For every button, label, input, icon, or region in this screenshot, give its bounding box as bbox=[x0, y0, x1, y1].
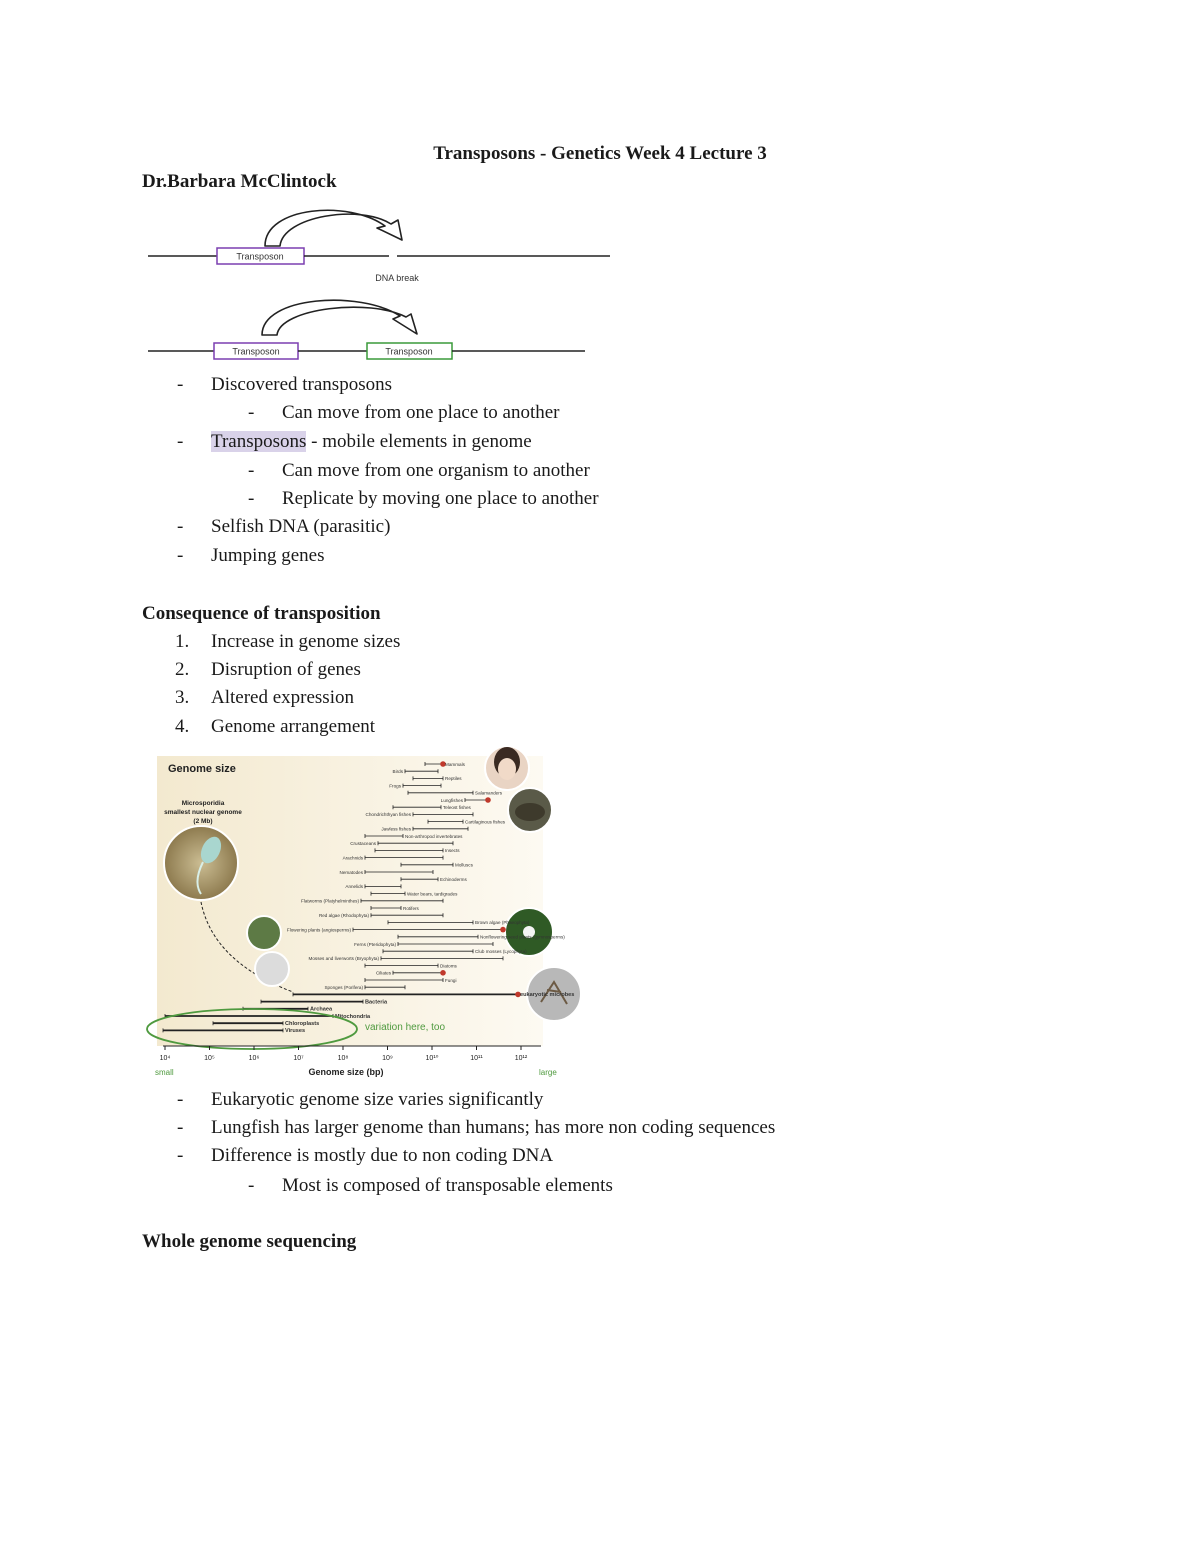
list-item: Increase in genome sizes bbox=[211, 631, 401, 652]
author-heading: Dr.Barbara McClintock bbox=[142, 171, 337, 192]
bullet-dash: - bbox=[177, 1117, 184, 1138]
row-label: Salamanders bbox=[475, 790, 503, 796]
row-label: Nematodes bbox=[339, 869, 363, 875]
dna-break-label: DNA break bbox=[375, 273, 419, 283]
transposon-diagram bbox=[145, 198, 615, 363]
row-label: Diatoms bbox=[440, 963, 457, 969]
bullet-dash: - bbox=[177, 1145, 184, 1166]
list-item: Disruption of genes bbox=[211, 659, 361, 680]
transposon-box-3-label: Transposon bbox=[385, 346, 433, 357]
bullet-dash: - bbox=[248, 488, 255, 509]
list-item: Altered expression bbox=[211, 687, 354, 708]
bullet-lungfish: Lungfish has larger genome than humans; has more non coding sequences bbox=[211, 1117, 776, 1138]
microsporidia-size: (2 Mb) bbox=[193, 818, 213, 825]
bullet-jumping-genes: Jumping genes bbox=[211, 545, 325, 566]
bullet-can-move-organism: Can move from one organism to another bbox=[282, 460, 590, 481]
list-number: 3. bbox=[175, 687, 190, 708]
x-axis-label: Genome size (bp) bbox=[308, 1067, 384, 1077]
bullet-non-coding: Difference is mostly due to non coding DNA bbox=[211, 1145, 554, 1166]
transposon-box-1-label: Transposon bbox=[236, 251, 284, 262]
list-number: 4. bbox=[175, 716, 190, 737]
x-tick-label: 10⁶ bbox=[248, 1055, 260, 1062]
row-label: Ferns (Pteridophyta) bbox=[354, 941, 396, 947]
row-label: Cartilaginous fishes bbox=[465, 819, 506, 825]
row-label: Arachnids bbox=[342, 855, 363, 861]
jump-arrow-1 bbox=[265, 210, 402, 246]
x-tick-label: 10⁹ bbox=[382, 1055, 393, 1062]
ciliate-photo bbox=[255, 952, 289, 986]
bullet-replicate: Replicate by moving one place to another bbox=[282, 488, 599, 509]
row-label: Lungfishes bbox=[440, 797, 463, 803]
bullet-dash: - bbox=[177, 374, 184, 395]
transposon-box-2-label: Transposon bbox=[232, 346, 280, 357]
small-label: small bbox=[155, 1068, 174, 1077]
microsporidia-label: Microsporidia bbox=[181, 800, 225, 807]
row-label: Ciliates bbox=[375, 970, 391, 976]
whole-genome-heading: Whole genome sequencing bbox=[142, 1231, 357, 1252]
figure-title: Genome size bbox=[168, 763, 236, 775]
definition-text: - mobile elements in genome bbox=[306, 431, 532, 452]
plant-photo-small bbox=[247, 916, 281, 950]
consequence-heading: Consequence of transposition bbox=[142, 603, 381, 624]
row-label: Nonflowering seed plants (gymnosperms) bbox=[480, 934, 565, 940]
list-number: 1. bbox=[175, 631, 190, 652]
row-label: Reptiles bbox=[445, 776, 462, 782]
row-label: Fungi bbox=[445, 977, 457, 983]
jump-arrow-2 bbox=[262, 300, 417, 335]
row-label: Viruses bbox=[285, 1028, 306, 1035]
x-tick-label: 10⁴ bbox=[159, 1055, 171, 1062]
row-label: Club mosses (Lycophyta) bbox=[475, 949, 527, 954]
bullet-can-move-place: Can move from one place to another bbox=[282, 402, 560, 423]
x-tick-label: 10¹¹ bbox=[470, 1055, 483, 1062]
variation-label: variation here, too bbox=[365, 1022, 446, 1033]
row-label: Bacteria bbox=[365, 999, 388, 1006]
bullet-dash: - bbox=[248, 402, 255, 423]
row-label: Non-arthropod invertebrates bbox=[405, 833, 463, 839]
page-title: Transposons - Genetics Week 4 Lecture 3 bbox=[433, 143, 767, 164]
row-label: Flatworms (Platyhelminthes) bbox=[301, 898, 359, 904]
bullet-dash: - bbox=[177, 1089, 184, 1110]
row-label: Frogs bbox=[389, 783, 401, 789]
bullet-selfish-dna: Selfish DNA (parasitic) bbox=[211, 516, 391, 537]
row-label: Mammals bbox=[445, 761, 465, 767]
bullet-discovered: Discovered transposons bbox=[211, 374, 392, 395]
row-label: Sponges (Porifera) bbox=[324, 985, 363, 990]
genome-size-figure bbox=[143, 742, 585, 1082]
x-tick-label: 10⁸ bbox=[337, 1055, 349, 1062]
row-label: Chloroplasts bbox=[285, 1021, 320, 1027]
highlight-dot bbox=[485, 797, 491, 803]
row-label: Chondrichthyan fishes bbox=[365, 812, 411, 818]
bullet-transposons-definition bbox=[211, 431, 532, 453]
microsporidia-photo bbox=[164, 826, 238, 900]
bullet-dash: - bbox=[248, 1175, 255, 1196]
row-label: Annelids bbox=[345, 884, 363, 890]
row-label: Birds bbox=[392, 769, 403, 774]
row-label: Teleost fishes bbox=[443, 805, 471, 810]
x-tick-label: 10¹² bbox=[514, 1055, 528, 1062]
row-label: Water bears, tardigrades bbox=[407, 891, 458, 897]
x-tick-label: 10⁵ bbox=[204, 1055, 215, 1062]
bullet-genome-varies: Eukaryotic genome size varies significantly bbox=[211, 1089, 544, 1110]
row-label: Mosses and liverworts (Bryophyta) bbox=[308, 956, 379, 962]
row-label: Insects bbox=[445, 848, 460, 854]
row-label: Molluscs bbox=[455, 862, 473, 868]
bullet-dash: - bbox=[177, 431, 184, 452]
highlight-dot bbox=[440, 970, 446, 976]
row-label: Red algae (Rhodophyta) bbox=[318, 913, 369, 918]
bullet-dash: - bbox=[177, 516, 184, 537]
x-tick-label: 10⁷ bbox=[293, 1055, 304, 1062]
bullet-dash: - bbox=[177, 545, 184, 566]
row-label: Crustaceans bbox=[350, 841, 376, 846]
x-tick-label: 10¹⁰ bbox=[425, 1055, 439, 1062]
row-label: Flowering plants (angiosperms) bbox=[286, 927, 351, 933]
row-label: Rotifers bbox=[403, 905, 419, 911]
row-label: Echinoderms bbox=[440, 877, 467, 882]
list-number: 2. bbox=[175, 659, 190, 680]
row-label: Archaea bbox=[310, 1006, 333, 1013]
bullet-dash: - bbox=[248, 460, 255, 481]
list-item: Genome arrangement bbox=[211, 716, 376, 737]
row-label: Brown algae (Phaeophyta) bbox=[475, 920, 530, 926]
highlighted-term: Transposons bbox=[211, 431, 307, 452]
bullet-transposable: Most is composed of transposable elements bbox=[282, 1175, 613, 1196]
row-label: Mitochondria bbox=[335, 1013, 371, 1020]
microsporidia-sublabel: smallest nuclear genome bbox=[164, 809, 242, 816]
large-label: large bbox=[539, 1068, 557, 1077]
row-label: eukaryotic microbes bbox=[520, 992, 575, 999]
highlight-dot bbox=[500, 927, 506, 933]
row-label: Jawless fishes bbox=[381, 826, 411, 832]
